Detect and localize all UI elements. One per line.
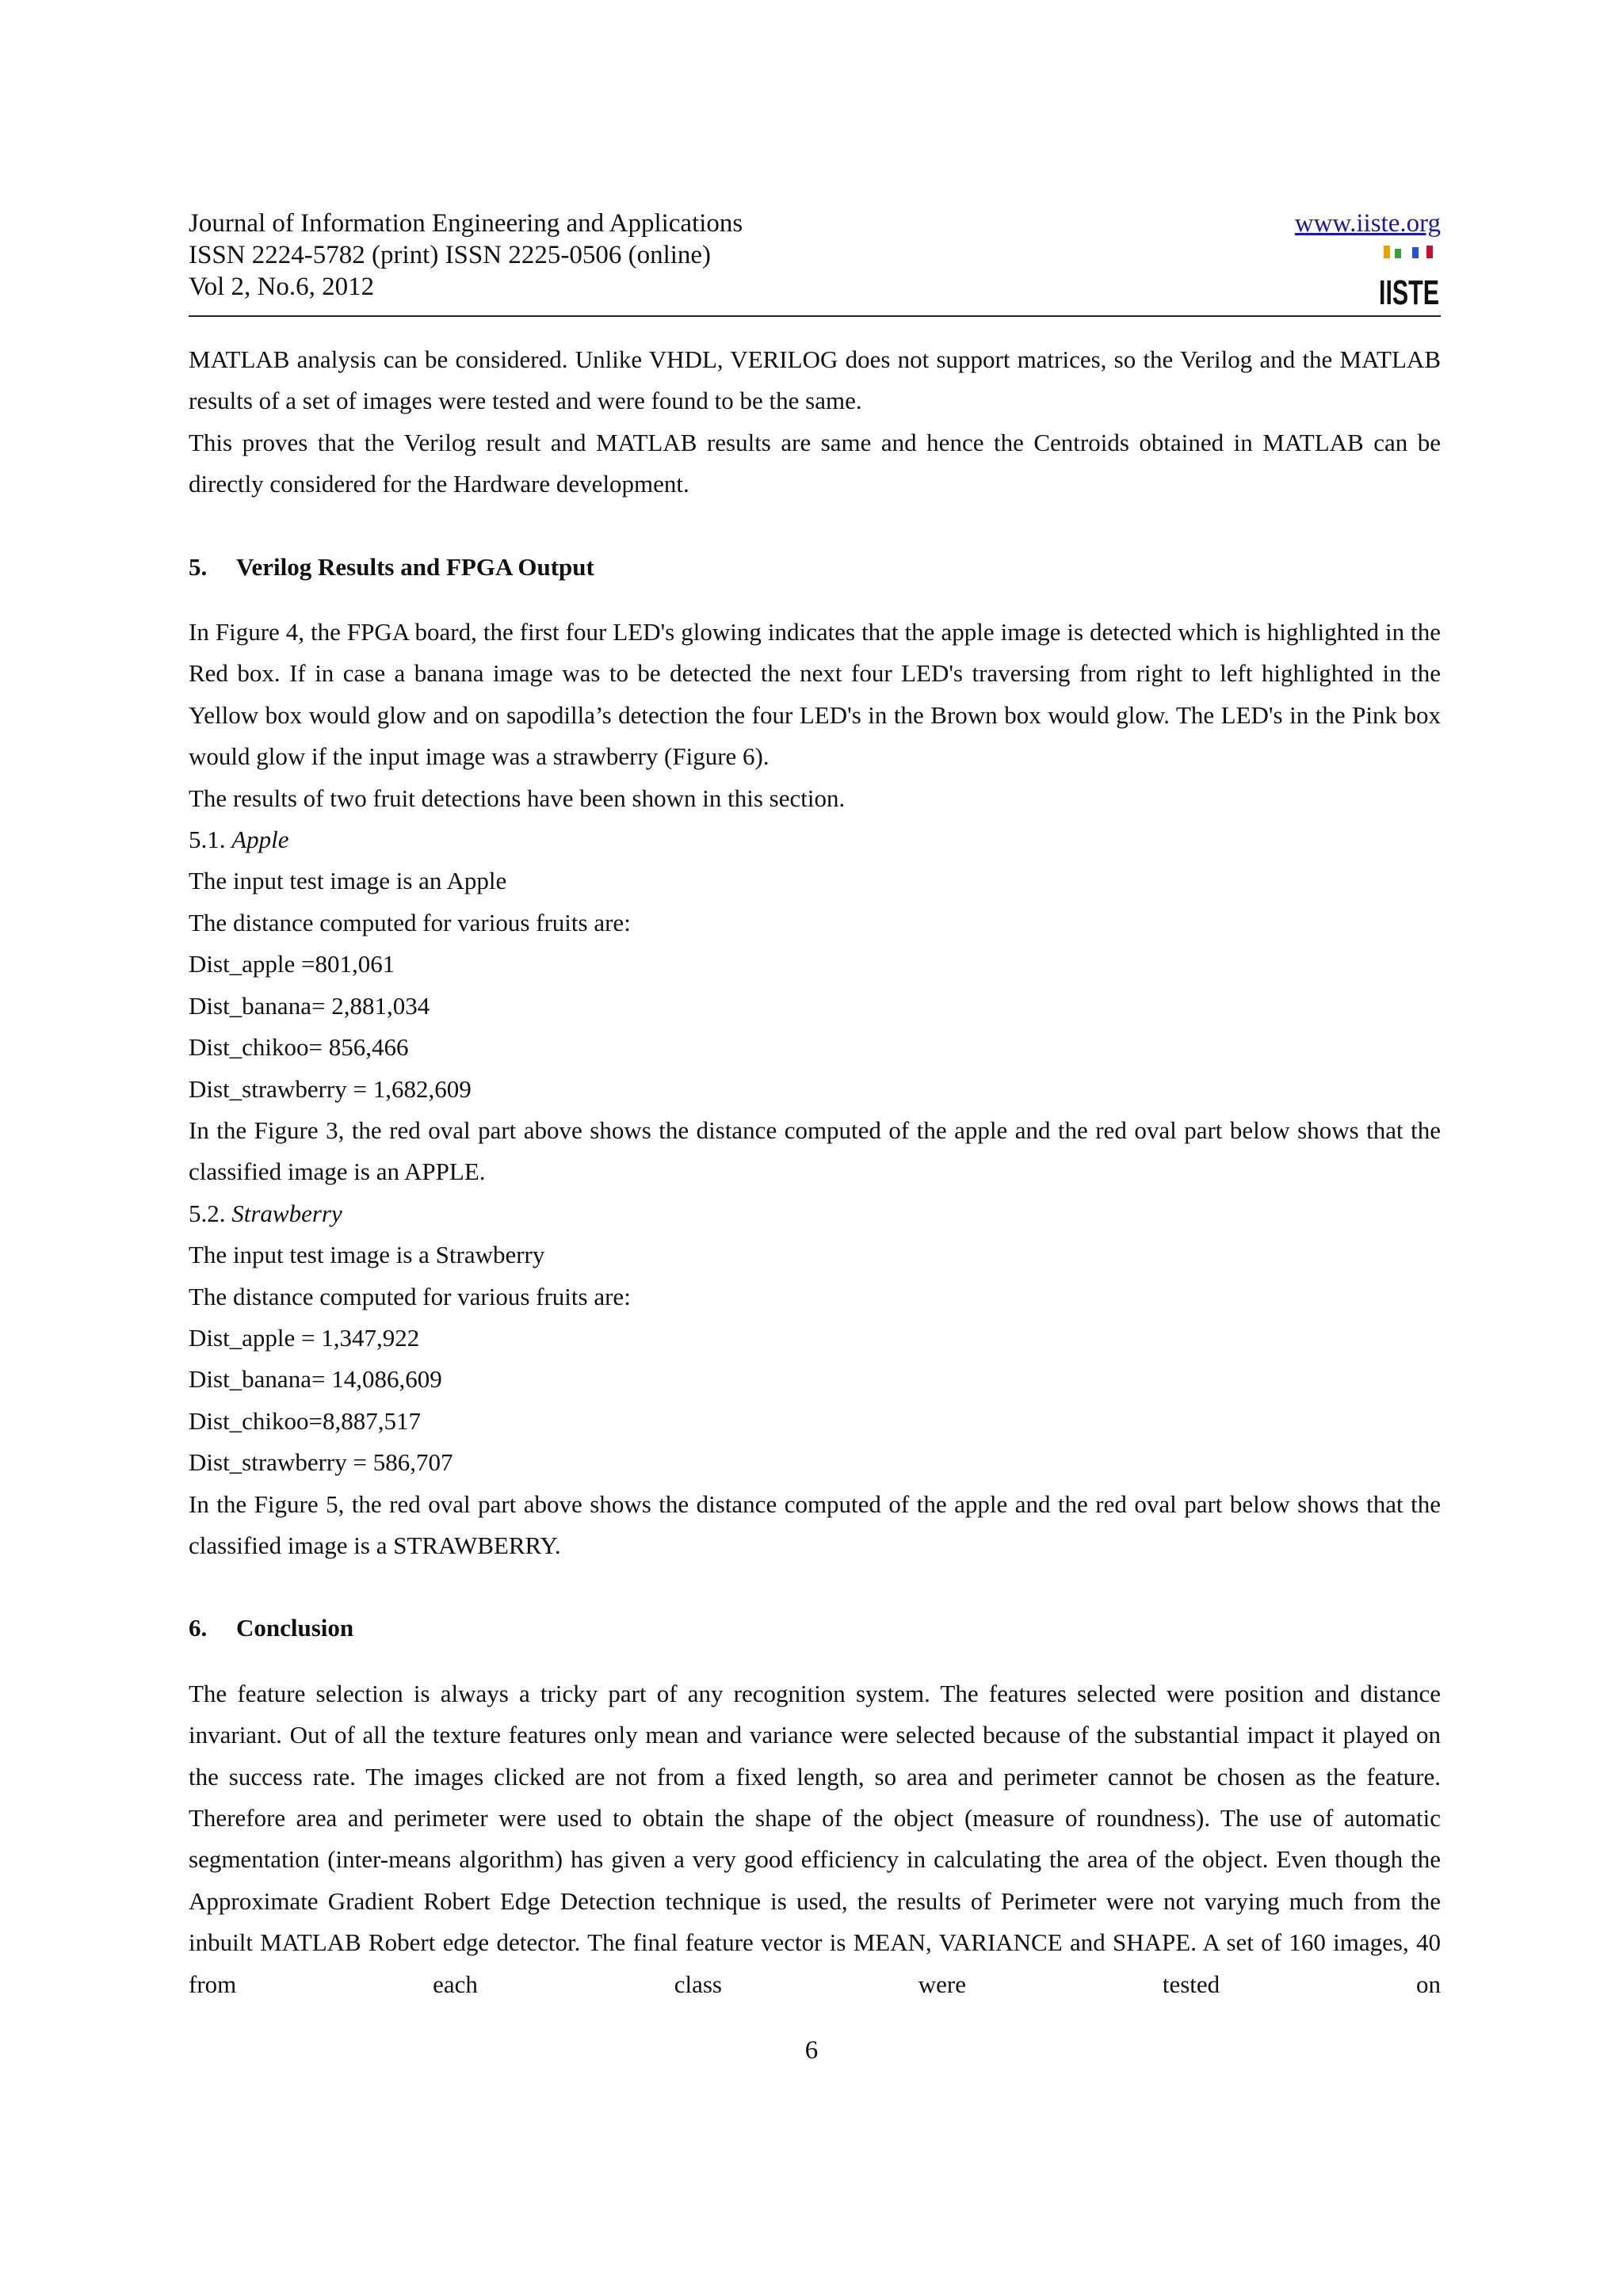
volume-line: Vol 2, No.6, 2012 (189, 273, 375, 301)
subsection-5-1-title: Apple (231, 826, 289, 854)
svg-text:IISTE: IISTE (1379, 273, 1439, 312)
subsection-5-1-number: 5.1. (189, 826, 226, 854)
strawberry-distance-intro: The distance computed for various fruits are: (189, 1282, 631, 1310)
apple-dist-chikoo: Dist_chikoo= 856,466 (189, 1033, 409, 1062)
section-5-number: 5. (189, 552, 208, 581)
intro-paragraph-2: This proves that the Verilog result and MATLAB results are same and hence the Centroids obtained in MATLAB can be directly considered for the Hardware development. (189, 428, 1441, 498)
subsection-5-2-number: 5.2. (189, 1199, 226, 1227)
section-6-number: 6. (189, 1614, 208, 1642)
journal-title: Journal of Information Engineering and Applications (189, 209, 743, 238)
apple-dist-apple: Dist_apple =801,061 (189, 950, 395, 978)
intro-paragraph-1: MATLAB analysis can be considered. Unlike VHDL, VERILOG does not support matrices, so the Verilog and the MATLAB results of a set of images were tested and were found to be the same. (189, 345, 1441, 415)
iiste-logo (1377, 242, 1441, 312)
conclusion-paragraph: The feature selection is always a tricky part of any recognition system. The features selected were position and distance invariant. Out of all the texture features only mean and variance were selected because of the substantial impact it played on the success rate. The images clicked are not from a fixed length, so area and perimeter cannot be chosen as the feature. Therefore area and perimeter were used to obtain the shape of the object (measure of roundness). The use of automatic segmentation (inter-means algorithm) has given a very good efficiency in calculating the area of the object. Even though the Approximate Gradient Robert Edge Detection technique is used, the results of Perimeter were not varying much from the inbuilt MATLAB Robert edge detector. The final feature vector is MEAN, VARIANCE and SHAPE. A set of 160 images, 40 from each class were tested on (189, 1679, 1441, 1998)
strawberry-dist-chikoo: Dist_chikoo=8,887,517 (189, 1406, 422, 1435)
header-rule (189, 315, 1441, 317)
strawberry-dist-strawberry: Dist_strawberry = 586,707 (189, 1448, 453, 1477)
page-body (189, 339, 1441, 2005)
strawberry-input-line: The input test image is a Strawberry (189, 1241, 545, 1269)
subsection-5-2-heading (189, 1193, 1441, 1234)
apple-distance-intro: The distance computed for various fruits are: (189, 908, 631, 936)
section-5-heading (189, 547, 1441, 588)
section-6-title: Conclusion (236, 1614, 354, 1642)
strawberry-conclusion: In the Figure 5, the red oval part above shows the distance computed of the apple and the red oval part below shows that the classified image is a STRAWBERRY. (189, 1489, 1441, 1559)
section-6-heading (189, 1608, 1441, 1649)
subsection-5-1-heading (189, 819, 1441, 860)
section-5-paragraph-2: The results of two fruit detections have been shown in this section. (189, 784, 846, 812)
page-header (189, 208, 1441, 318)
apple-conclusion: In the Figure 3, the red oval part above shows the distance computed of the apple and the red oval part below shows that the classified image is an APPLE. (189, 1116, 1441, 1186)
section-5-title: Verilog Results and FPGA Output (236, 552, 594, 581)
subsection-5-2-title: Strawberry (231, 1199, 342, 1227)
apple-dist-banana: Dist_banana= 2,881,034 (189, 991, 430, 1020)
strawberry-dist-apple: Dist_apple = 1,347,922 (189, 1323, 420, 1352)
apple-input-line: The input test image is an Apple (189, 867, 507, 895)
apple-dist-strawberry: Dist_strawberry = 1,682,609 (189, 1074, 472, 1103)
page-number: 6 (804, 2036, 819, 2065)
strawberry-dist-banana: Dist_banana= 14,086,609 (189, 1365, 442, 1394)
journal-url-link[interactable]: www.iiste.org (1294, 209, 1441, 238)
section-5-paragraph-1: In Figure 4, the FPGA board, the first four LED's glowing indicates that the apple image is detected which is highlighted in the Red box. If in case a banana image was to be detected the next four LED's traversing from right to left highlighted in the Yellow box would glow and on sapodilla’s detection the four LED's in the Brown box would glow. The LED's in the Pink box would glow if the input image was a strawberry (Figure 6). (189, 618, 1441, 771)
issn-line: ISSN 2224-5782 (print) ISSN 2225-0506 (online) (189, 241, 712, 269)
